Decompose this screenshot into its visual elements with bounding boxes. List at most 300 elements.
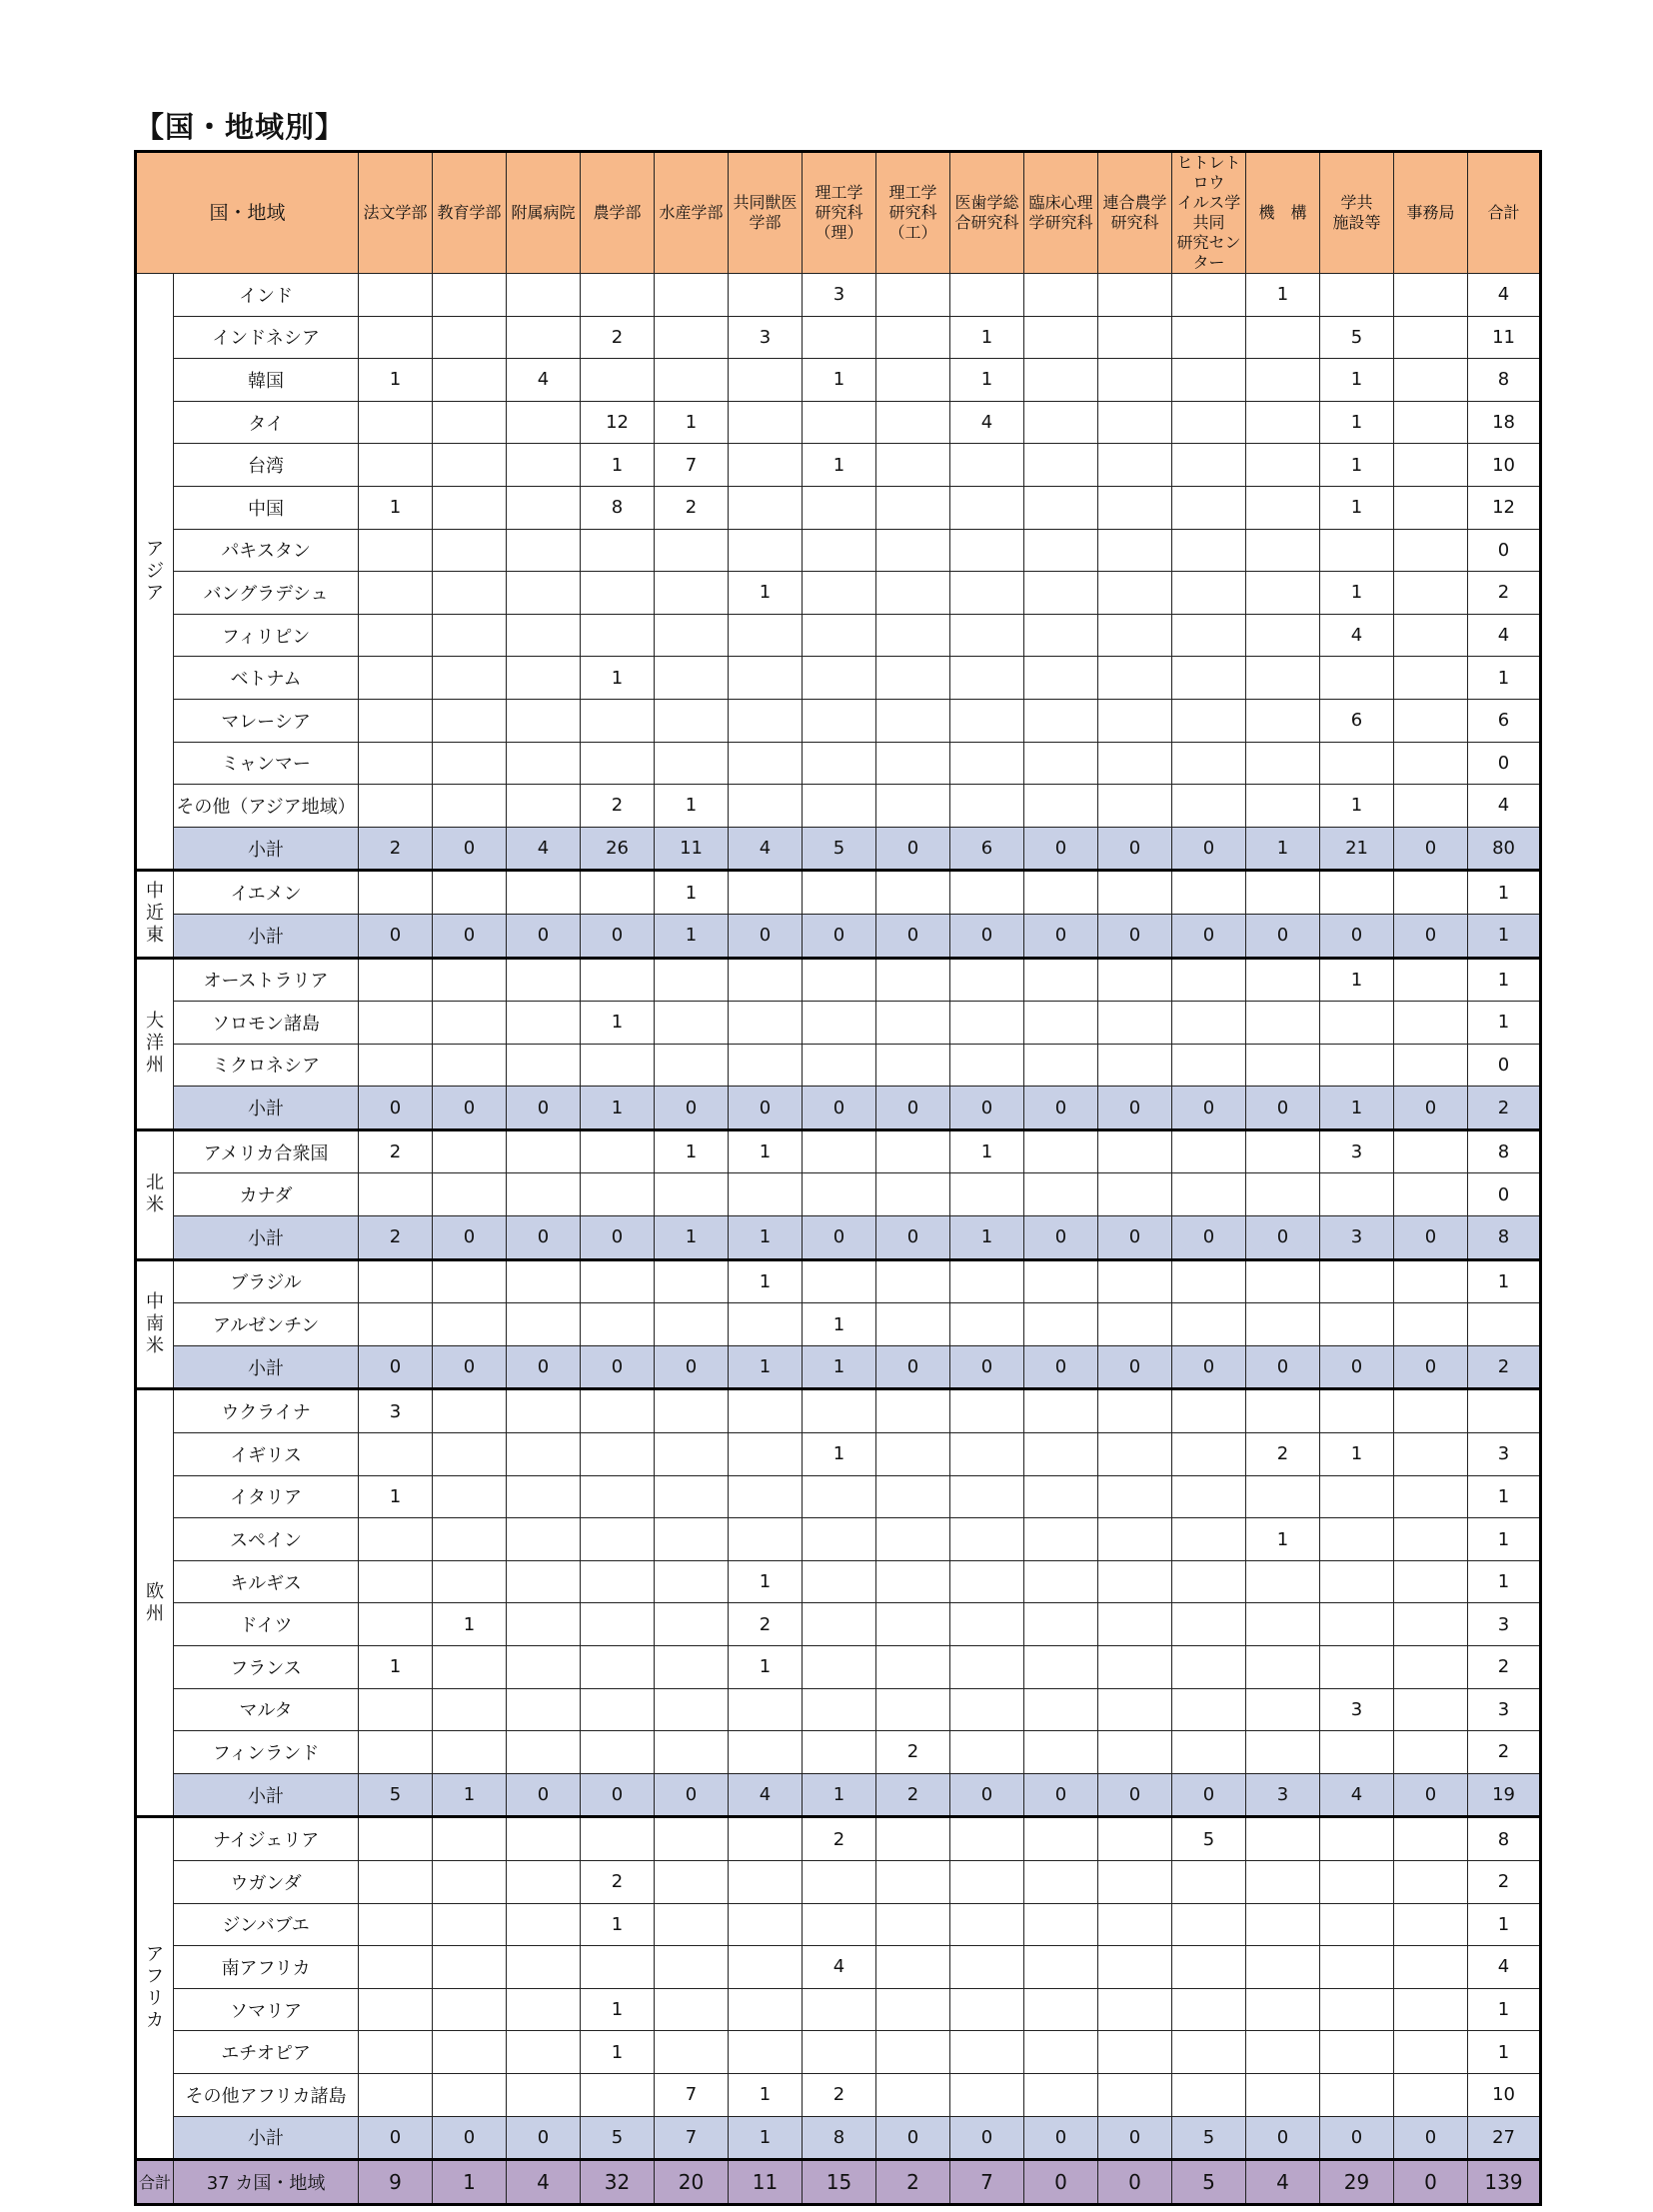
cell-value: [729, 1518, 803, 1561]
cell-value: [655, 657, 729, 700]
cell-value: [1024, 401, 1098, 444]
cell-value: [1098, 1988, 1172, 2031]
cell-value: [729, 529, 803, 572]
cell-value: [1024, 785, 1098, 828]
cell-value: [1320, 1518, 1394, 1561]
cell-value: [1320, 1988, 1394, 2031]
country-name: インドネシア: [174, 316, 359, 359]
country-name: ウガンダ: [174, 1860, 359, 1903]
cell-value: [1098, 1044, 1172, 1087]
cell-value: 4: [803, 1946, 876, 1989]
cell-value: [729, 401, 803, 444]
cell-value: [1394, 359, 1468, 402]
cell-value: 1: [729, 1259, 803, 1303]
cell-value: [507, 1259, 581, 1303]
cell-value: 4: [1468, 274, 1541, 317]
cell-value: [1320, 1303, 1394, 1346]
cell-value: [876, 2073, 950, 2116]
cell-value: [1172, 785, 1246, 828]
cell-value: 2: [581, 316, 655, 359]
subtotal-row: [136, 2116, 1541, 2160]
cell-value: [950, 1731, 1024, 1774]
country-name: ウクライナ: [174, 1389, 359, 1433]
total-row: [136, 2160, 1541, 2205]
country-name: イタリア: [174, 1475, 359, 1518]
header-col-13: 学共 施設等: [1320, 152, 1394, 274]
cell-value: [507, 316, 581, 359]
country-name: タイ: [174, 401, 359, 444]
cell-value: 1: [729, 1646, 803, 1689]
table-row: [136, 1002, 1541, 1045]
cell-value: [1320, 2031, 1394, 2074]
subtotal-value: 0: [581, 914, 655, 958]
cell-value: [433, 1688, 507, 1731]
cell-value: [1246, 614, 1320, 657]
subtotal-label: 小計: [174, 1087, 359, 1130]
cell-value: [876, 871, 950, 915]
country-name: ソロモン諸島: [174, 1002, 359, 1045]
cell-value: [876, 1044, 950, 1087]
cell-value: [359, 1560, 433, 1603]
country-name: ソマリア: [174, 1988, 359, 2031]
subtotal-value: 0: [507, 1345, 581, 1389]
cell-value: [1024, 871, 1098, 915]
cell-value: [803, 2031, 876, 2074]
subtotal-value: 0: [507, 1216, 581, 1260]
cell-value: [950, 785, 1024, 828]
subtotal-value: 0: [1024, 914, 1098, 958]
cell-value: [581, 1731, 655, 1774]
cell-value: [950, 1903, 1024, 1946]
cell-value: 1: [729, 1129, 803, 1173]
subtotal-value: 1: [729, 1345, 803, 1389]
cell-value: 2: [1468, 1731, 1541, 1774]
cell-value: [950, 1518, 1024, 1561]
cell-value: [1024, 1002, 1098, 1045]
subtotal-value: 0: [1024, 1345, 1098, 1389]
country-name: パキスタン: [174, 529, 359, 572]
cell-value: [1024, 1946, 1098, 1989]
table-row: [136, 2031, 1541, 2074]
cell-value: 8: [1468, 1817, 1541, 1861]
cell-value: [581, 572, 655, 615]
cell-value: 1: [1320, 401, 1394, 444]
cell-value: [950, 1389, 1024, 1433]
cell-value: [803, 742, 876, 785]
cell-value: [359, 572, 433, 615]
country-name: イエメン: [174, 871, 359, 915]
cell-value: [950, 1044, 1024, 1087]
cell-value: [876, 1560, 950, 1603]
cell-value: [359, 742, 433, 785]
cell-value: [359, 1259, 433, 1303]
cell-value: [655, 1303, 729, 1346]
table-row: [136, 1817, 1541, 1861]
cell-value: 1: [581, 2031, 655, 2074]
subtotal-value: 0: [729, 1087, 803, 1130]
cell-value: [1024, 572, 1098, 615]
country-name: マレーシア: [174, 699, 359, 742]
country-name: オーストラリア: [174, 958, 359, 1002]
cell-value: [359, 1002, 433, 1045]
cell-value: [1098, 316, 1172, 359]
cell-value: [507, 1303, 581, 1346]
subtotal-value: 0: [803, 914, 876, 958]
cell-value: [359, 444, 433, 487]
cell-value: [1246, 742, 1320, 785]
table-row: [136, 1646, 1541, 1689]
total-value: 15: [803, 2160, 876, 2205]
subtotal-value: 0: [1172, 827, 1246, 871]
cell-value: [655, 699, 729, 742]
cell-value: [1394, 1173, 1468, 1216]
cell-value: [950, 1259, 1024, 1303]
cell-value: [581, 871, 655, 915]
table-row: [136, 1433, 1541, 1476]
cell-value: [359, 657, 433, 700]
table-row: [136, 657, 1541, 700]
cell-value: [1394, 871, 1468, 915]
cell-value: [950, 1560, 1024, 1603]
cell-value: 1: [1468, 1259, 1541, 1303]
cell-value: [1024, 1560, 1098, 1603]
cell-value: [1172, 1518, 1246, 1561]
cell-value: 4: [1468, 614, 1541, 657]
cell-value: [433, 1646, 507, 1689]
cell-value: 12: [1468, 486, 1541, 529]
cell-value: [1394, 316, 1468, 359]
subtotal-value: 0: [876, 2116, 950, 2160]
subtotal-value: 1: [950, 1216, 1024, 1260]
subtotal-value: 0: [1098, 827, 1172, 871]
subtotal-label: 小計: [174, 827, 359, 871]
cell-value: [729, 871, 803, 915]
cell-value: [507, 1688, 581, 1731]
cell-value: [1320, 1946, 1394, 1989]
total-label: 合計: [136, 2160, 174, 2205]
cell-value: [1246, 1044, 1320, 1087]
cell-value: [507, 1044, 581, 1087]
subtotal-value: 0: [507, 914, 581, 958]
cell-value: [507, 1433, 581, 1476]
table-row: [136, 316, 1541, 359]
cell-value: [729, 2031, 803, 2074]
subtotal-value: 0: [655, 1773, 729, 1817]
cell-value: [729, 1044, 803, 1087]
cell-value: [1394, 1817, 1468, 1861]
cell-value: [655, 614, 729, 657]
cell-value: [1394, 742, 1468, 785]
cell-value: [1394, 1259, 1468, 1303]
cell-value: [433, 1860, 507, 1903]
table-row: [136, 572, 1541, 615]
table-row: [136, 2073, 1541, 2116]
cell-value: 1: [803, 1303, 876, 1346]
region-label: [136, 1817, 174, 2160]
country-name: 台湾: [174, 444, 359, 487]
cell-value: [1024, 444, 1098, 487]
subtotal-value: 0: [1394, 2116, 1468, 2160]
subtotal-value: 1: [433, 1773, 507, 1817]
cell-value: [655, 1903, 729, 1946]
cell-value: [950, 1688, 1024, 1731]
cell-value: [876, 316, 950, 359]
cell-value: [1246, 871, 1320, 915]
cell-value: [1468, 1389, 1541, 1433]
subtotal-value: 0: [433, 827, 507, 871]
region-name: 中近東: [146, 881, 164, 947]
cell-value: 11: [1468, 316, 1541, 359]
cell-value: [1394, 1946, 1468, 1989]
cell-value: [876, 742, 950, 785]
cell-value: [359, 1860, 433, 1903]
cell-value: 0: [1468, 742, 1541, 785]
subtotal-value: 0: [1394, 1773, 1468, 1817]
cell-value: [1098, 1817, 1172, 1861]
cell-value: [803, 1688, 876, 1731]
cell-value: [1246, 1002, 1320, 1045]
cell-value: [1024, 1389, 1098, 1433]
cell-value: [655, 274, 729, 317]
cell-value: 1: [1468, 1903, 1541, 1946]
cell-value: [359, 1946, 433, 1989]
cell-value: [1098, 785, 1172, 828]
cell-value: [507, 2073, 581, 2116]
cell-value: [1320, 529, 1394, 572]
cell-value: [876, 1988, 950, 2031]
cell-value: [876, 274, 950, 317]
table-row: [136, 1988, 1541, 2031]
cell-value: [1394, 1044, 1468, 1087]
cell-value: [507, 1518, 581, 1561]
cell-value: [1098, 1860, 1172, 1903]
cell-value: [433, 1560, 507, 1603]
cell-value: 1: [1468, 1475, 1541, 1518]
cell-value: 0: [1468, 1044, 1541, 1087]
cell-value: [729, 1475, 803, 1518]
subtotal-value: 0: [1246, 2116, 1320, 2160]
cell-value: 1: [729, 1560, 803, 1603]
subtotal-row: [136, 827, 1541, 871]
table-row: [136, 871, 1541, 915]
cell-value: 1: [1246, 1518, 1320, 1561]
table-row: [136, 1389, 1541, 1433]
cell-value: [1394, 1988, 1468, 2031]
cell-value: [1024, 1044, 1098, 1087]
cell-value: [803, 1002, 876, 1045]
subtotal-value: 0: [1246, 1087, 1320, 1130]
header-col-2: 附属病院: [507, 152, 581, 274]
cell-value: [803, 1988, 876, 2031]
cell-value: [1394, 1646, 1468, 1689]
subtotal-value: 0: [876, 827, 950, 871]
cell-value: [655, 572, 729, 615]
total-value: 11: [729, 2160, 803, 2205]
cell-value: [1394, 572, 1468, 615]
header-col-9: 臨床心理 学研究科: [1024, 152, 1098, 274]
cell-value: 1: [581, 1002, 655, 1045]
cell-value: [1394, 401, 1468, 444]
cell-value: 1: [1320, 444, 1394, 487]
cell-value: [1098, 1518, 1172, 1561]
cell-value: 2: [1468, 572, 1541, 615]
cell-value: [876, 1259, 950, 1303]
cell-value: [655, 1259, 729, 1303]
country-name: バングラデシュ: [174, 572, 359, 615]
cell-value: [1024, 1688, 1098, 1731]
cell-value: [803, 657, 876, 700]
cell-value: 1: [950, 316, 1024, 359]
total-country-count: 37 カ国・地域: [174, 2160, 359, 2205]
subtotal-value: 8: [803, 2116, 876, 2160]
subtotal-value: 5: [581, 2116, 655, 2160]
subtotal-value: 0: [729, 914, 803, 958]
cell-value: [1394, 657, 1468, 700]
cell-value: [581, 1646, 655, 1689]
cell-value: [581, 1946, 655, 1989]
cell-value: [876, 699, 950, 742]
cell-value: [433, 1731, 507, 1774]
region-name: 北米: [146, 1172, 164, 1216]
table-row: [136, 614, 1541, 657]
cell-value: [433, 1259, 507, 1303]
cell-value: 2: [655, 486, 729, 529]
cell-value: [359, 1518, 433, 1561]
subtotal-value: 2: [876, 1773, 950, 1817]
cell-value: [581, 1129, 655, 1173]
cell-value: 1: [1468, 1560, 1541, 1603]
country-name: フィンランド: [174, 1731, 359, 1774]
cell-value: 1: [950, 1129, 1024, 1173]
cell-value: [1246, 401, 1320, 444]
subtotal-value: 0: [433, 1087, 507, 1130]
table-row: [136, 1860, 1541, 1903]
cell-value: [729, 1817, 803, 1861]
cell-value: [581, 699, 655, 742]
cell-value: 12: [581, 401, 655, 444]
cell-value: [1172, 657, 1246, 700]
subtotal-value: 0: [876, 914, 950, 958]
cell-value: [1024, 316, 1098, 359]
subtotal-value: 4: [729, 1773, 803, 1817]
cell-value: [1394, 1303, 1468, 1346]
cell-value: [581, 958, 655, 1002]
cell-value: [1172, 1646, 1246, 1689]
subtotal-value: 0: [507, 1087, 581, 1130]
cell-value: 4: [950, 401, 1024, 444]
subtotal-value: 0: [1172, 1087, 1246, 1130]
table-row: [136, 1259, 1541, 1303]
cell-value: [655, 529, 729, 572]
cell-value: [433, 1389, 507, 1433]
cell-value: [507, 444, 581, 487]
country-name: インド: [174, 274, 359, 317]
cell-value: [655, 1389, 729, 1433]
cell-value: [950, 958, 1024, 1002]
cell-value: [1320, 1603, 1394, 1646]
cell-value: [950, 699, 1024, 742]
cell-value: 8: [1468, 359, 1541, 402]
country-name: ドイツ: [174, 1603, 359, 1646]
cell-value: [507, 1389, 581, 1433]
subtotal-value: 0: [433, 1345, 507, 1389]
table-row: [136, 1044, 1541, 1087]
cell-value: [655, 1817, 729, 1861]
subtotal-value: 1: [729, 2116, 803, 2160]
cell-value: [655, 1173, 729, 1216]
cell-value: [433, 1946, 507, 1989]
table-row: [136, 274, 1541, 317]
cell-value: [729, 444, 803, 487]
cell-value: [1320, 1817, 1394, 1861]
subtotal-value: 2: [1468, 1345, 1541, 1389]
cell-value: [433, 1173, 507, 1216]
cell-value: [1394, 1002, 1468, 1045]
cell-value: [1024, 1988, 1098, 2031]
cell-value: [1098, 614, 1172, 657]
total-value: 9: [359, 2160, 433, 2205]
subtotal-value: 0: [655, 1087, 729, 1130]
cell-value: [507, 274, 581, 317]
subtotal-value: 0: [876, 1216, 950, 1260]
subtotal-value: 1: [655, 1216, 729, 1260]
subtotal-value: 1: [655, 914, 729, 958]
cell-value: [1172, 1946, 1246, 1989]
cell-value: [433, 444, 507, 487]
subtotal-value: 0: [1024, 1216, 1098, 1260]
subtotal-value: 0: [1024, 1773, 1098, 1817]
cell-value: [1172, 316, 1246, 359]
total-value: 139: [1468, 2160, 1541, 2205]
cell-value: [359, 871, 433, 915]
cell-value: [950, 572, 1024, 615]
table-row: [136, 1303, 1541, 1346]
cell-value: [1320, 1475, 1394, 1518]
cell-value: [359, 1044, 433, 1087]
subtotal-value: 80: [1468, 827, 1541, 871]
subtotal-value: 0: [1172, 1773, 1246, 1817]
cell-value: [1024, 1646, 1098, 1689]
cell-value: [507, 1731, 581, 1774]
country-name: ジンバブエ: [174, 1903, 359, 1946]
table-row: [136, 529, 1541, 572]
cell-value: [950, 274, 1024, 317]
cell-value: [433, 1002, 507, 1045]
cell-value: [1024, 742, 1098, 785]
cell-value: [1098, 486, 1172, 529]
subtotal-value: 0: [1172, 1345, 1246, 1389]
cell-value: [803, 316, 876, 359]
cell-value: [876, 1433, 950, 1476]
total-value: 1: [433, 2160, 507, 2205]
cell-value: [655, 1433, 729, 1476]
cell-value: [433, 958, 507, 1002]
subtotal-value: 21: [1320, 827, 1394, 871]
cell-value: [950, 614, 1024, 657]
cell-value: [1320, 1903, 1394, 1946]
subtotal-value: 0: [655, 1345, 729, 1389]
cell-value: [581, 1389, 655, 1433]
cell-value: [876, 529, 950, 572]
cell-value: [1172, 274, 1246, 317]
cell-value: [803, 1646, 876, 1689]
cell-value: [507, 572, 581, 615]
cell-value: [1394, 1603, 1468, 1646]
table-row: [136, 359, 1541, 402]
cell-value: [1172, 1560, 1246, 1603]
cell-value: [359, 1988, 433, 2031]
cell-value: [876, 1946, 950, 1989]
